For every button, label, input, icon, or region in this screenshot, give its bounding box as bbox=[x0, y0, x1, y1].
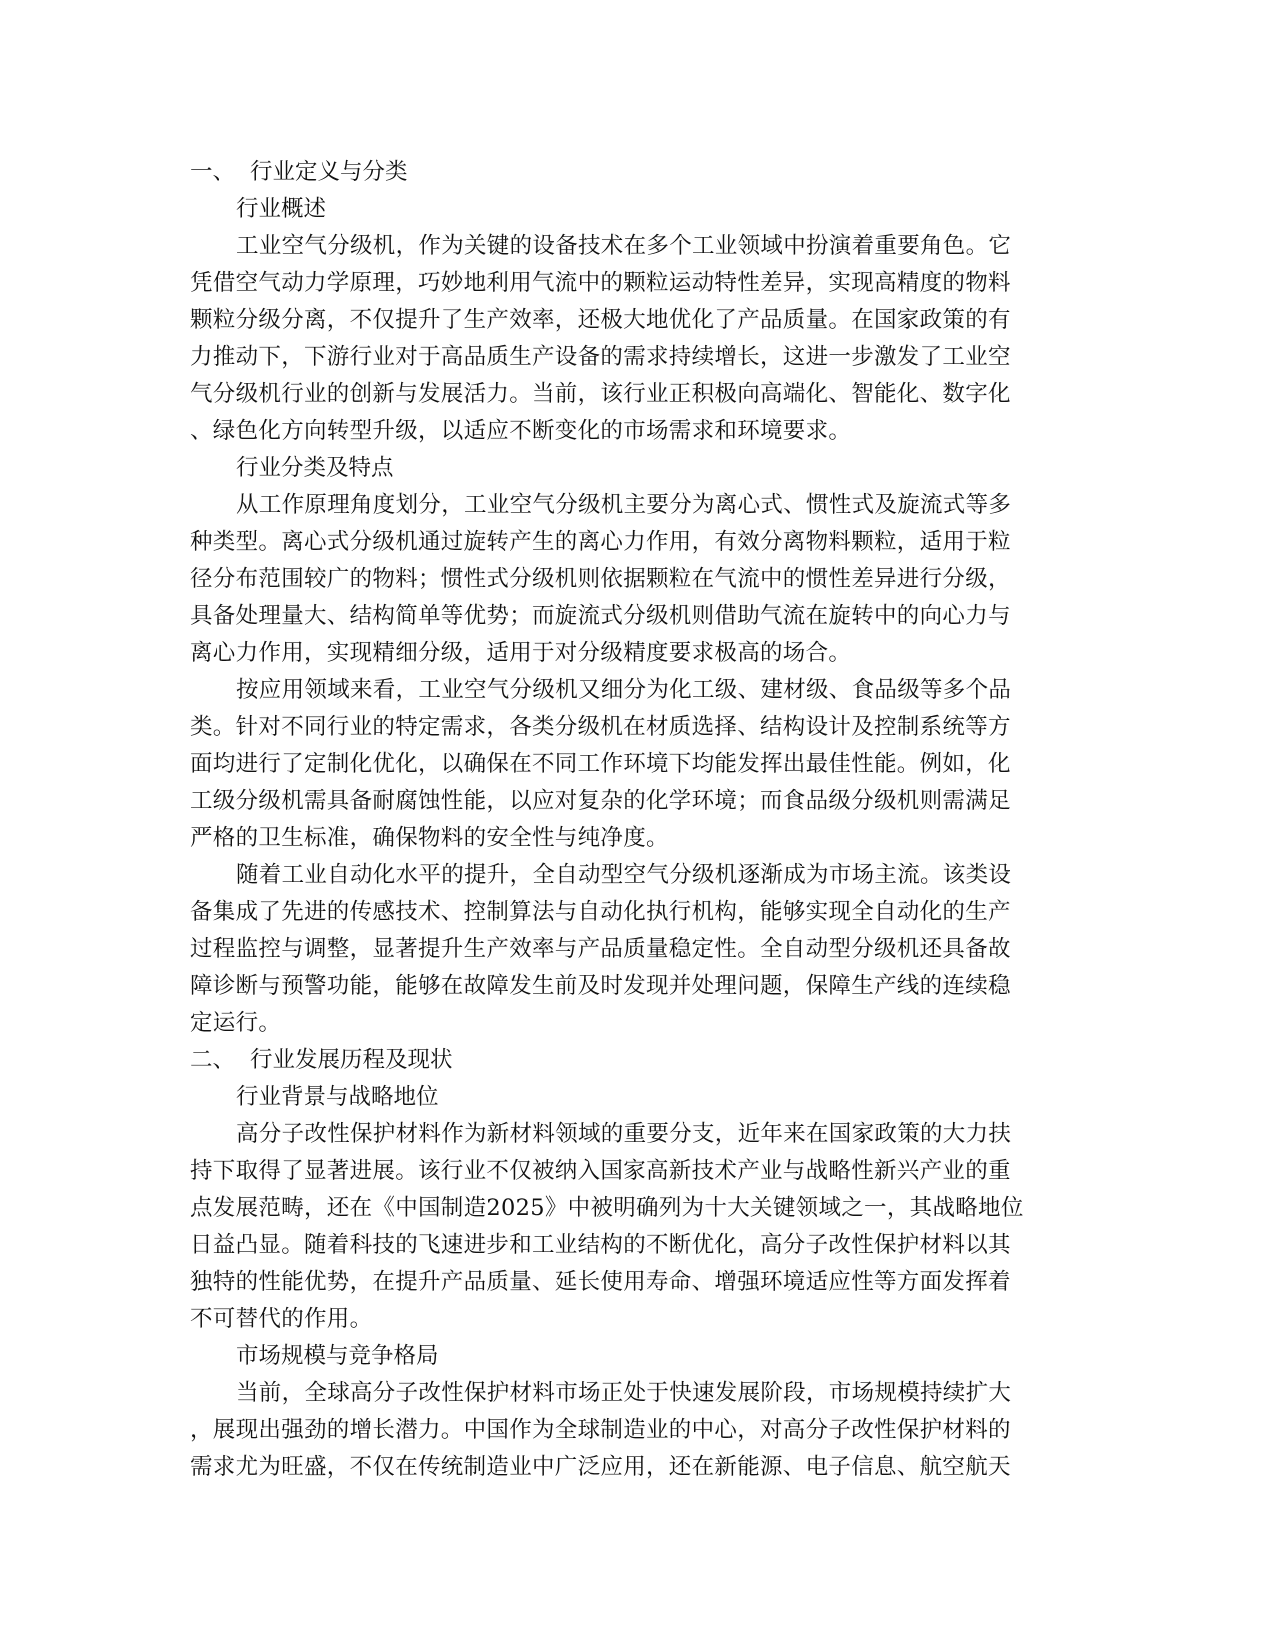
section-title: 行业定义与分类 bbox=[250, 159, 408, 185]
text-line: 持下取得了显著进展。该行业不仅被纳入国家高新技术产业与战略性新兴产业的重 bbox=[190, 1158, 1011, 1184]
text-line: 日益凸显。随着科技的飞速进步和工业结构的不断优化，高分子改性保护材料以其 bbox=[190, 1232, 1011, 1258]
text-line: 按应用领域来看，工业空气分级机又细分为化工级、建材级、食品级等多个品 bbox=[236, 677, 1012, 703]
paragraph bbox=[190, 228, 1080, 450]
section-title: 行业发展历程及现状 bbox=[250, 1047, 453, 1073]
text-line: 独特的性能优势，在提升产品质量、延长使用寿命、增强环境适应性等方面发挥着 bbox=[190, 1269, 1011, 1295]
text-line: 类。针对不同行业的特定需求，各类分级机在材质选择、结构设计及控制系统等方 bbox=[190, 714, 1011, 740]
section-number: 一、 bbox=[190, 159, 236, 185]
text-line: 、绿色化方向转型升级，以适应不断变化的市场需求和环境要求。 bbox=[190, 418, 852, 444]
text-line: 定运行。 bbox=[190, 1010, 282, 1036]
paragraph bbox=[190, 672, 1080, 857]
text-line: 障诊断与预警功能，能够在故障发生前及时发现并处理问题，保障生产线的连续稳 bbox=[190, 973, 1011, 999]
paragraph bbox=[190, 487, 1080, 672]
paragraph bbox=[190, 1116, 1080, 1338]
text-line: 径分布范围较广的物料；惯性式分级机则依据颗粒在气流中的惯性差异进行分级， bbox=[190, 566, 1011, 592]
subsection-heading: 市场规模与竞争格局 bbox=[236, 1343, 439, 1369]
text-line: 面均进行了定制化优化，以确保在不同工作环境下均能发挥出最佳性能。例如，化 bbox=[190, 751, 1011, 777]
text-line: 力推动下，下游行业对于高品质生产设备的需求持续增长，这进一步激发了工业空 bbox=[190, 344, 1011, 370]
text-line: 不可替代的作用。 bbox=[190, 1306, 373, 1332]
text-line: 当前，全球高分子改性保护材料市场正处于快速发展阶段，市场规模持续扩大 bbox=[236, 1380, 1012, 1406]
subsection-heading: 行业概述 bbox=[236, 196, 327, 222]
text-line: ，展现出强劲的增长潜力。中国作为全球制造业的中心，对高分子改性保护材料的 bbox=[190, 1417, 1011, 1443]
text-line: 工级分级机需具备耐腐蚀性能，以应对复杂的化学环境；而食品级分级机则需满足 bbox=[190, 788, 1011, 814]
text-line: 工业空气分级机，作为关键的设备技术在多个工业领域中扮演着重要角色。它 bbox=[236, 233, 1012, 259]
text-line: 需求尤为旺盛，不仅在传统制造业中广泛应用，还在新能源、电子信息、航空航天 bbox=[190, 1454, 1011, 1480]
text-line: 从工作原理角度划分，工业空气分级机主要分为离心式、惯性式及旋流式等多 bbox=[236, 492, 1012, 518]
text-line: 随着工业自动化水平的提升，全自动型空气分级机逐渐成为市场主流。该类设 bbox=[236, 862, 1012, 888]
subsection-heading: 行业分类及特点 bbox=[236, 455, 394, 481]
subsection-heading: 行业背景与战略地位 bbox=[236, 1084, 439, 1110]
text-line: 种类型。离心式分级机通过旋转产生的离心力作用，有效分离物料颗粒，适用于粒 bbox=[190, 529, 1011, 555]
text-line: 过程监控与调整，显著提升生产效率与产品质量稳定性。全自动型分级机还具备故 bbox=[190, 936, 1011, 962]
text-line: 具备处理量大、结构简单等优势；而旋流式分级机则借助气流在旋转中的向心力与 bbox=[190, 603, 1011, 629]
text-line: 颗粒分级分离，不仅提升了生产效率，还极大地优化了产品质量。在国家政策的有 bbox=[190, 307, 1011, 333]
paragraph bbox=[190, 1375, 1080, 1486]
text-line: 高分子改性保护材料作为新材料领域的重要分支，近年来在国家政策的大力扶 bbox=[236, 1121, 1012, 1147]
text-line: 凭借空气动力学原理，巧妙地利用气流中的颗粒运动特性差异，实现高精度的物料 bbox=[190, 270, 1011, 296]
text-line: 气分级机行业的创新与发展活力。当前，该行业正积极向高端化、智能化、数字化 bbox=[190, 381, 1011, 407]
text-line: 备集成了先进的传感技术、控制算法与自动化执行机构，能够实现全自动化的生产 bbox=[190, 899, 1011, 925]
section-number: 二、 bbox=[190, 1047, 236, 1073]
section-heading bbox=[190, 1042, 1080, 1079]
text-line: 离心力作用，实现精细分级，适用于对分级精度要求极高的场合。 bbox=[190, 640, 852, 666]
section-heading bbox=[190, 154, 1080, 191]
text-line: 严格的卫生标准，确保物料的安全性与纯净度。 bbox=[190, 825, 669, 851]
text-line: 点发展范畴，还在《中国制造2025》中被明确列为十大关键领域之一，其战略地位 bbox=[190, 1195, 1024, 1221]
paragraph bbox=[190, 857, 1080, 1042]
